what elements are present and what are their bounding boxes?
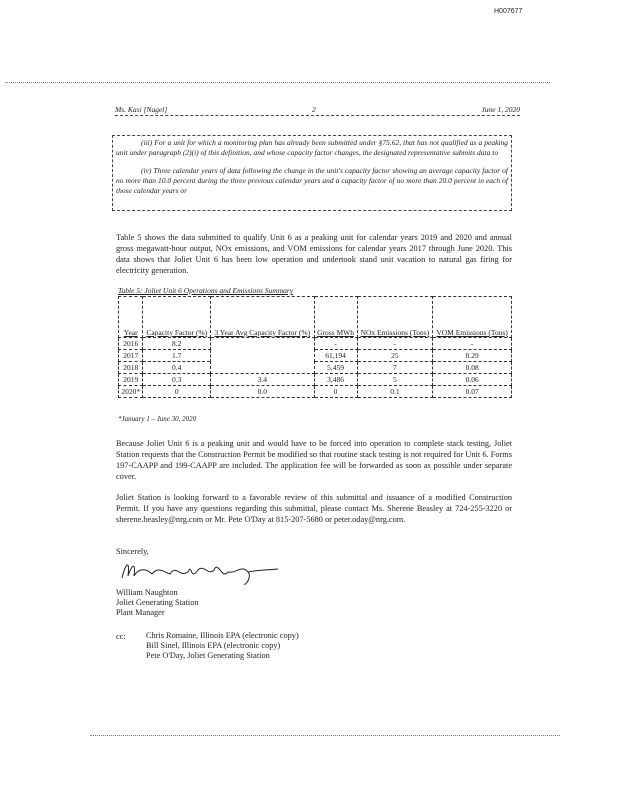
signature-block — [116, 588, 199, 618]
cell: 0.4 — [143, 362, 211, 374]
col-capacity-factor: Capacity Factor (%) — [143, 297, 211, 338]
table-header-row — [119, 297, 512, 338]
cell: 0 — [143, 386, 211, 398]
cc-recipient: Pete O'Day, Joliet Generating Station — [146, 651, 270, 660]
cell: 0.07 — [433, 386, 512, 398]
cell: 25 — [357, 350, 433, 362]
table-row — [119, 362, 512, 374]
cell: 8.2 — [143, 338, 211, 350]
page-header — [115, 104, 520, 116]
cc-list — [146, 631, 299, 661]
col-3yr-avg: 3 Year Avg Capacity Factor (%) — [211, 297, 314, 338]
col-year: Year — [119, 297, 143, 338]
cell: 0.0 — [211, 386, 314, 398]
bates-number: H007677 — [494, 8, 523, 15]
cell: 0.06 — [433, 374, 512, 386]
table-caption: Table 5: Joliet Unit 6 Operations and Emissions Summary — [118, 286, 294, 295]
table-row — [119, 374, 512, 386]
excerpt-para-iii: (iii) For a unit for which a monitoring plan has already been submitted under §75.62, that has not qualified as a peaking unit under paragraph (2)(i) of this definition, and whose capacity factor changes, the designated representative submits data to — [116, 138, 508, 157]
cell: 5 — [357, 374, 433, 386]
cc-recipient: Chris Romaine, Illinois EPA (electronic copy) — [146, 631, 299, 640]
cell: - — [357, 338, 433, 350]
excerpt-para-iv: (iv) Three calendar years of data following the change in the unit's capacity factor showing an average capacity factor of no more than 10.0 percent during the three previous calendar years and a capacity factor of no more than 20.0 percent in each of those calendar years or — [116, 166, 508, 195]
cell: - — [433, 338, 512, 350]
table-row — [119, 338, 512, 350]
cell: 0.08 — [433, 362, 512, 374]
cell: 1.7 — [143, 350, 211, 362]
signature-image — [118, 556, 298, 588]
col-gross-mwh: Gross MWh — [314, 297, 357, 338]
cell: 2018 — [119, 362, 143, 374]
emissions-table — [118, 296, 512, 398]
header-page-number: 2 — [312, 105, 316, 114]
scan-artifact — [90, 735, 560, 736]
cell: 0.29 — [433, 350, 512, 362]
col-nox: NOx Emissions (Tons) — [357, 297, 433, 338]
cell: 3,486 — [314, 374, 357, 386]
signer-title: Plant Manager — [116, 608, 165, 617]
cell: - — [314, 338, 357, 350]
cell: 2016 — [119, 338, 143, 350]
testing-request-paragraph: Because Joliet Unit 6 is a peaking unit and would have to be forced into operation to complete stack testing, Joliet Station requests that the Construction Permit be modified so that routine stack testing is not required for Unit 6. Forms 197-CAAPP and 199-CAAPP are included. The application fee will be forwarded as soon as possible under separate cover. — [116, 439, 512, 481]
signer-name: William Naughton — [116, 588, 178, 597]
header-recipient: Ms. Kasi [Nagel] — [115, 105, 168, 114]
contact-paragraph: Joliet Station is looking forward to a favorable review of this submittal and issuance of a modified Construction Permit. If you have any questions regarding this submittal, please contact Ms. Sherene Beasley at 724-255-3220 or sherene.beasley@nrg.com or Mr. Pete O'Day at 815-207-5680 or peter.oday@nrg.com. — [116, 493, 512, 524]
cell: 2019 — [119, 374, 143, 386]
table-row — [119, 386, 512, 398]
cell: 0.1 — [357, 386, 433, 398]
cell: 0.3 — [143, 374, 211, 386]
cc-recipient: Bill Sinel, Illinois EPA (electronic copy) — [146, 641, 281, 650]
cell: 2020* — [119, 386, 143, 398]
scan-artifact — [5, 82, 550, 83]
regulation-excerpt-box — [112, 135, 512, 211]
cell: 7 — [357, 362, 433, 374]
cell: 61,194 — [314, 350, 357, 362]
col-vom: VOM Emissions (Tons) — [433, 297, 512, 338]
cell: 3.4 — [211, 374, 314, 386]
cell: 5,459 — [314, 362, 357, 374]
cc-label: cc: — [116, 632, 126, 641]
signer-organization: Joliet Generating Station — [116, 598, 199, 607]
header-date: June 1, 2020 — [481, 105, 520, 114]
cell — [211, 338, 314, 374]
cell: 2017 — [119, 350, 143, 362]
table-row — [119, 350, 512, 362]
table-footnote: *January 1 – June 30, 2020 — [118, 415, 197, 423]
cell: 0 — [314, 386, 357, 398]
closing: Sincerely, — [116, 547, 149, 556]
intro-paragraph: Table 5 shows the data submitted to qualify Unit 6 as a peaking unit for calendar years 2019 and 2020 and annual gross megawatt-hour output, NOx emissions, and VOM emissions for calendar years 2017 through June 2020. This data shows that Joliet Unit 6 has been low operation and undertook stand unit vacation to natural gas firing for electricity generation. — [116, 233, 512, 275]
